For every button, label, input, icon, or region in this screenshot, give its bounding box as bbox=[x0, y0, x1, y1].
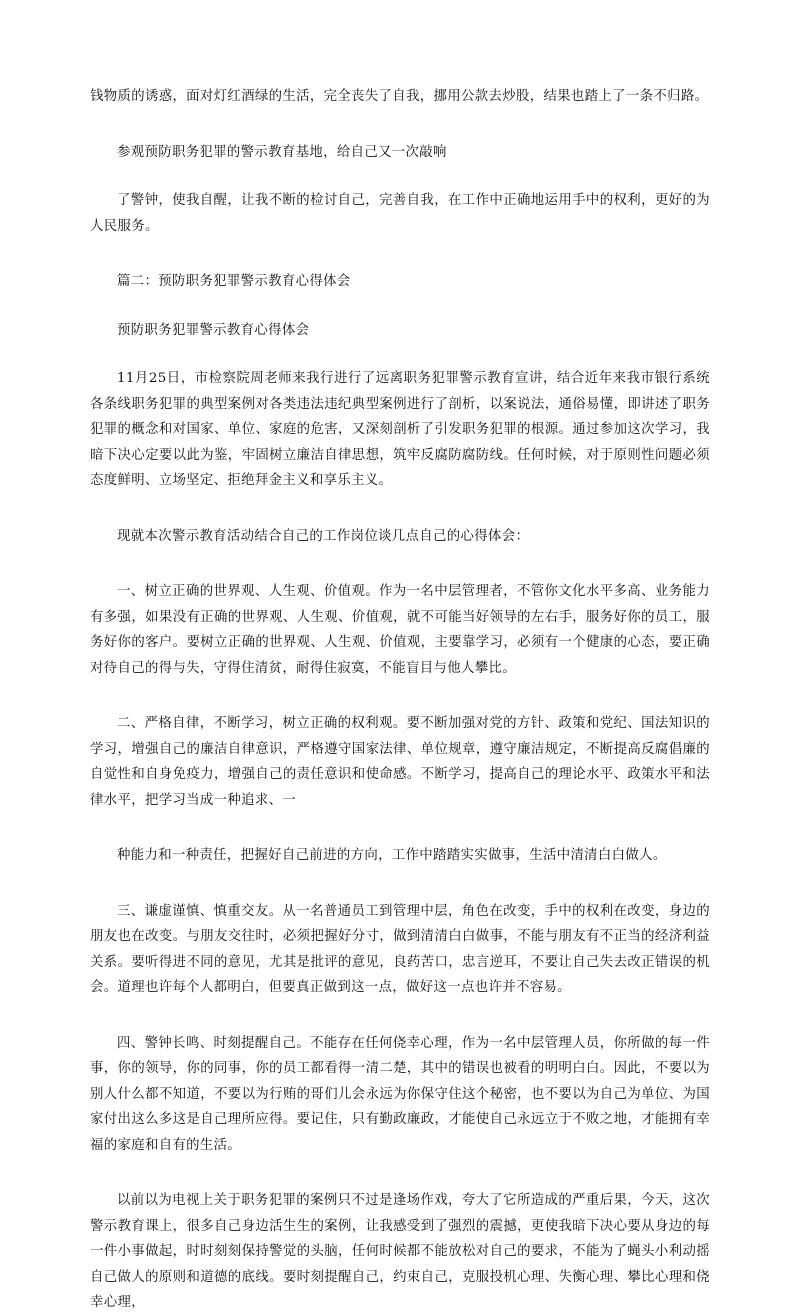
paragraph-point-2-continued: 种能力和一种责任，把握好自己前进的方向，工作中踏踏实实做事，生活中清清白白做人。 bbox=[117, 848, 667, 863]
section-heading: 篇二：预防职务犯罪警示教育心得体会 bbox=[117, 274, 351, 289]
paragraph-point-4: 四、警钟长鸣、时刻提醒自己。不能存在任何侥幸心理，作为一名中层管理人员，你所做的每一件事，你的领导，你的同事，你的员工都看得一清二楚，其中的错误也被看的明明白白。因此，不要以为别人什么都不知道，不要以为行贿的哥们儿会永远为你保守住这个秘密，也不要以为自己为单位、为国家付出这么多这是自己理所应得。要记住，只有勤政廉政，才能使自己永远立于不败之地，才能拥有幸福的家庭和自有的生活。 bbox=[90, 1035, 710, 1153]
paragraph-2: 参观预防职务犯罪的警示教育基地，给自己又一次敲响 bbox=[117, 144, 447, 160]
article-title: 预防职务犯罪警示教育心得体会 bbox=[117, 322, 310, 338]
paragraph-point-3: 三、谦虚谨慎、慎重交友。从一名普通员工到管理中层，角色在改变，手中的权利在改变，身边的朋友也在改变。与朋友交往时，必须把握好分寸，做到清清白白做事，不能与朋友有不正当的经济利益关系。要听得进不同的意见，尤其是批评的意见，良药苦口，忠言逆耳，不要让自己失去改正错误的机会。道理也许每个人都明白，但要真正做到这一点，做好这一点也许并不容易。 bbox=[90, 903, 710, 995]
paragraph-summary-lead: 现就本次警示教育活动结合自己的工作岗位谈几点自己的心得体会： bbox=[117, 528, 530, 544]
paragraph-intro: 11月25日，市检察院周老师来我行进行了远离职务犯罪警示教育宣讲，结合近年来我市银行系统各条线职务犯罪的典型案例对各类违法违纪典型案例进行了剖析，以案说法，通俗易懂，即讲述了职务犯罪的概念和对国家、单位、家庭的危害，又深刻剖析了引发职务犯罪的根源。通过参加这次学习，我暗下决心定要以此为鉴，牢固树立廉洁自律思想，筑牢反腐防腐防线。任何时候，对于原则性问题必须态度鲜明、立场坚定、拒绝拜金主义和享乐主义。 bbox=[90, 371, 710, 488]
paragraph-point-1: 一、树立正确的世界观、人生观、价值观。作为一名中层管理者，不管你文化水平多高、业务能力有多强，如果没有正确的世界观、人生观、价值观，就不可能当好领导的左右手，服务好你的员工，服务好你的客户。要树立正确的世界观、人生观、价值观，主要靠学习，必须有一个健康的心态，要正确对待自己的得与失，守得住清贫，耐得住寂寞，不能盲目与他人攀比。 bbox=[90, 584, 710, 676]
paragraph-3: 了警钟，使我自醒，让我不断的检讨自己，完善自我，在工作中正确地运用手中的权利，更好的为人民服务。 bbox=[90, 193, 710, 234]
paragraph-closing: 以前以为电视上关于职务犯罪的案例只不过是逢场作戏，夸大了它所造成的严重后果，今天，这次警示教育课上，很多自己身边活生生的案例，让我感受到了强烈的震撼，更使我暗下决心要从身边的每一件小事做起，时时刻刻保持警觉的头脑，任何时候都不能放松对自己的要求，不能为了蝇头小利动摇自己做人的原则和道德的底线。要时刻提醒自己，约束自己，克服投机心理、失衡心理、攀比心理和侥幸心理， bbox=[90, 1193, 710, 1310]
paragraph-point-2: 二、严格自律，不断学习，树立正确的权利观。要不断加强对党的方针、政策和党纪、国法知识的学习，增强自己的廉洁自律意识，严格遵守国家法律、单位规章，遵守廉洁规定，不断提高反腐倡廉的自觉性和自身免疫力，增强自己的责任意识和使命感。不断学习，提高自己的理论水平、政策水平和法律水平，把学习当成一种追求、一 bbox=[90, 716, 710, 808]
paragraph-1: 钱物质的诱惑，面对灯红酒绿的生活，完全丧失了自我，挪用公款去炒股，结果也踏上了一条不归路。 bbox=[90, 89, 709, 104]
